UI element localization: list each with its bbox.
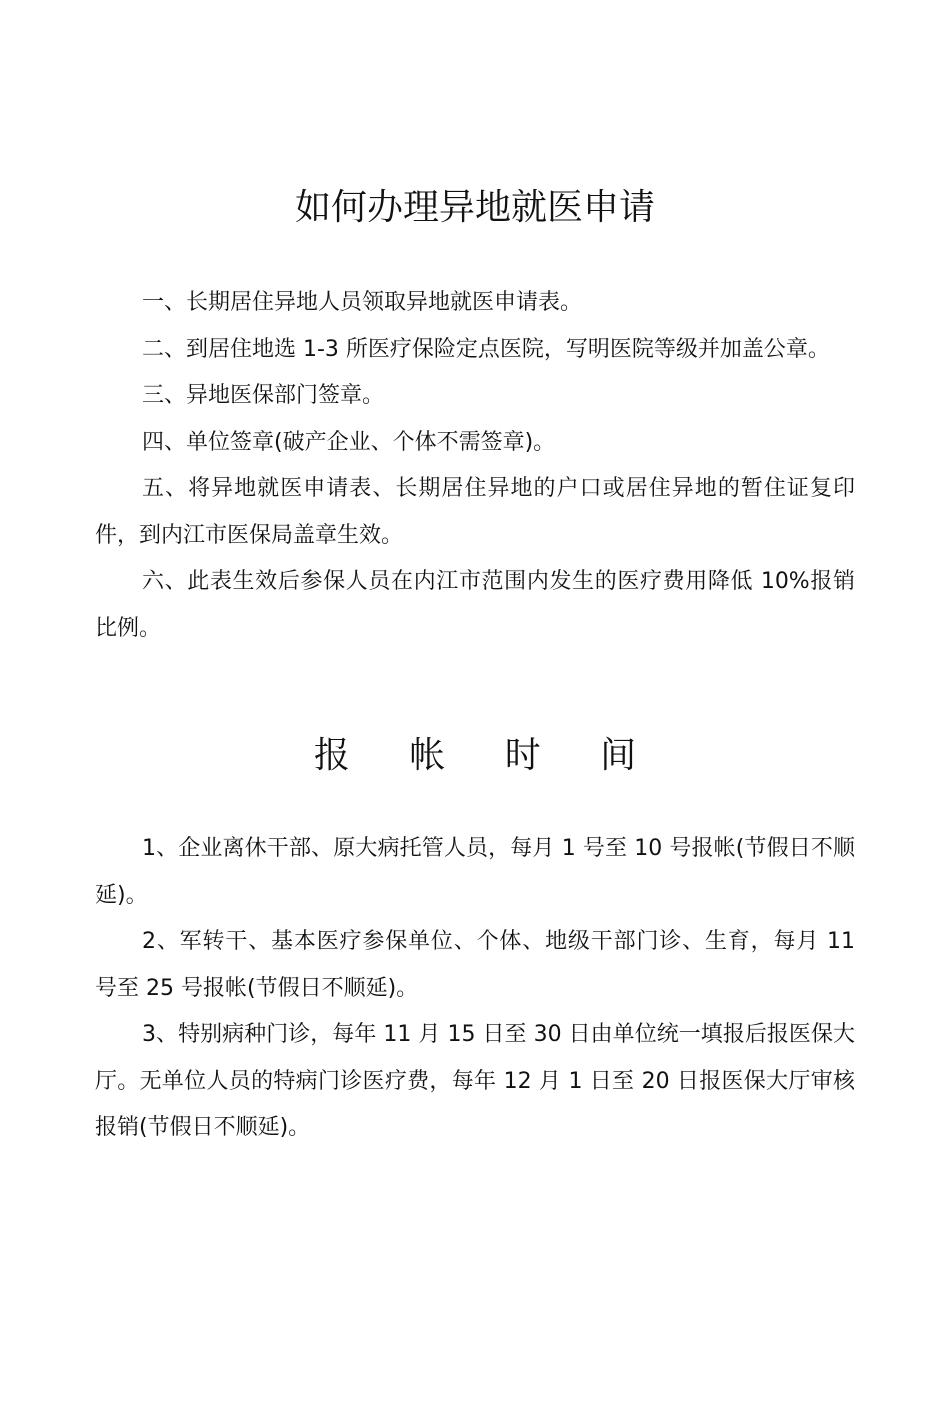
section-title-reimbursement-time: 报 帐 时 间 bbox=[313, 735, 661, 776]
step-1: 一、长期居住异地人员领取异地就医申请表。 bbox=[142, 290, 583, 315]
step-3: 三、异地医保部门签章。 bbox=[142, 383, 385, 408]
schedule-item-3: 3、特别病种门诊，每年 11 月 15 日至 30 日由单位统一填报后报医保大厅。无单位人员的特病门诊医疗费，每年 12 月 1 日至 20 日报医保大厅审核报销(节假日不顺延)。 bbox=[95, 1022, 855, 1140]
schedule-item-1: 1、企业离休干部、原大病托管人员，每月 1 号至 10 号报帐(节假日不顺延)。 bbox=[95, 836, 855, 908]
schedule-item-2: 2、军转干、基本医疗参保单位、个体、地级干部门诊、生育，每月 11 号至 25 号报帐(节假日不顺延)。 bbox=[95, 929, 855, 1001]
reimbursement-schedule bbox=[95, 826, 855, 1152]
page-title: 如何办理异地就医申请 bbox=[294, 187, 655, 228]
step-4: 四、单位签章(破产企业、个体不需签章)。 bbox=[142, 429, 556, 455]
step-6: 六、此表生效后参保人员在内江市范围内发生的医疗费用降低 10%报销比例。 bbox=[95, 569, 855, 641]
step-5: 五、将异地就医申请表、长期居住异地的户口或居住异地的暂住证复印件，到内江市医保局盖章生效。 bbox=[95, 476, 855, 548]
application-steps bbox=[95, 280, 855, 652]
step-2: 二、到居住地选 1-3 所医疗保险定点医院，写明医院等级并加盖公章。 bbox=[142, 336, 830, 362]
